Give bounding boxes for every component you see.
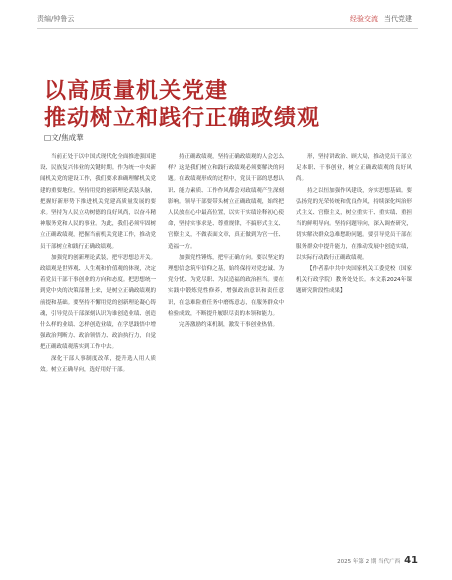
paragraph: 【作者系中共中央国家机关工委党校（国家机关行政学院）教务处处长。本文系2024年课题研究阶段性成果】 <box>296 266 412 295</box>
paragraph: 持之以恒加强作风建设，夯实思想基础。要弘扬党的光荣传统和优良作风，持续深化纠治形式主义、官僚主义，树立重实干、重实绩、重担当的鲜明导向。坚持问题导向，深入调查研究，切实解决群众急难愁盼问题。要引导党员干部在服务群众中提升能力，在推动发展中创造实绩，以实际行动践行正确政绩观。 <box>296 187 412 261</box>
section-name: 经验交流 <box>350 15 378 23</box>
article-author: □文/焦成華 <box>44 133 84 142</box>
body-column-2 <box>168 152 284 552</box>
body-column-3 <box>296 152 412 552</box>
paragraph: 形，坚持讲政治、顾大局，推动党员干部立足本职、干事创业，树立正确政绩观的良好风尚。 <box>296 154 412 183</box>
column-name: 当代党建 <box>384 15 412 23</box>
header-rule <box>37 28 418 29</box>
article-title-line2: 推动树立和践行正确政绩观 <box>44 105 321 131</box>
header-editor: 责编/钟鲁云 <box>37 15 75 23</box>
paragraph: 完善激励约束机制，激发干事创业热情。 <box>179 322 279 329</box>
article-body <box>40 152 414 552</box>
issue-info: 2025 年第 2 期 当代广西 <box>337 559 401 565</box>
paragraph: 当前正处于以中国式现代化全面推进强国建设、民族复兴伟业的关键时期。作为统一中央新闻机关党的建设工作，我们要求准确理解机关党建的重要地位，坚持用党的创新理论武装头脑，把握好新形势下推进机关党建高质量发展的要求。坚持为人民立功树德的良好风尚，以奋斗精神服务党和人民的事业。为此，我们必须牢固树立正确政绩观，把握当前机关党建工作，推动党员干部树立和践行正确政绩观。 <box>40 154 156 250</box>
header-section <box>350 14 412 24</box>
body-column-1 <box>40 152 156 552</box>
paragraph: 深化干部人事制度改革，提升选人用人质效。树立正确导向，选好用好干部。 <box>40 355 156 373</box>
article-title-line1: 以高质量机关党建 <box>44 78 229 104</box>
paragraph: 加强党性锤炼，把牢正确方向。要以坚定的理想信念筑牢信仰之基，始终保持对党忠诚、为党分忧、为党尽职、为民造福的政治担当。要在实践中锻炼党性修养，增强政治意识和责任意识，在急难险重任务中磨炼意志，在服务群众中检验成效，不断提升履职尽责的本领和能力。 <box>168 254 284 317</box>
paragraph: 持正确政绩观，坚持正确政绩观的人会怎么样？这是我们树立和践行政绩观必须要解决的问题。在政绩观形成的过程中，党员干部的思想认识、能力素质、工作作风都会对政绩观产生深刻影响。领导干部要带头树立正确政绩观，始终把人民放在心中最高位置，以实干实绩诠释初心使命，坚持实事求是、尊重规律，不搞形式主义、官僚主义，不做表面文章，真正做到为官一任、造福一方。 <box>168 154 284 250</box>
paragraph: 加强党的创新理论武装，把牢思想总开关。政绩观是世界观、人生观和价值观的体现，决定着党员干部干事创业的方向和态度。把思想统一到党中央的决策部署上来，是树立正确政绩观的前提和基础。要坚持不懈用党的创新理论凝心铸魂，引导党员干部深刻认识为谁创造业绩、创造什么样的业绩、怎样创造业绩，在学思践悟中增强政治判断力、政治领悟力、政治执行力，自觉把正确政绩观落实到工作中去。 <box>40 254 156 351</box>
page-number: 41 <box>404 555 418 566</box>
page-footer <box>337 555 418 566</box>
